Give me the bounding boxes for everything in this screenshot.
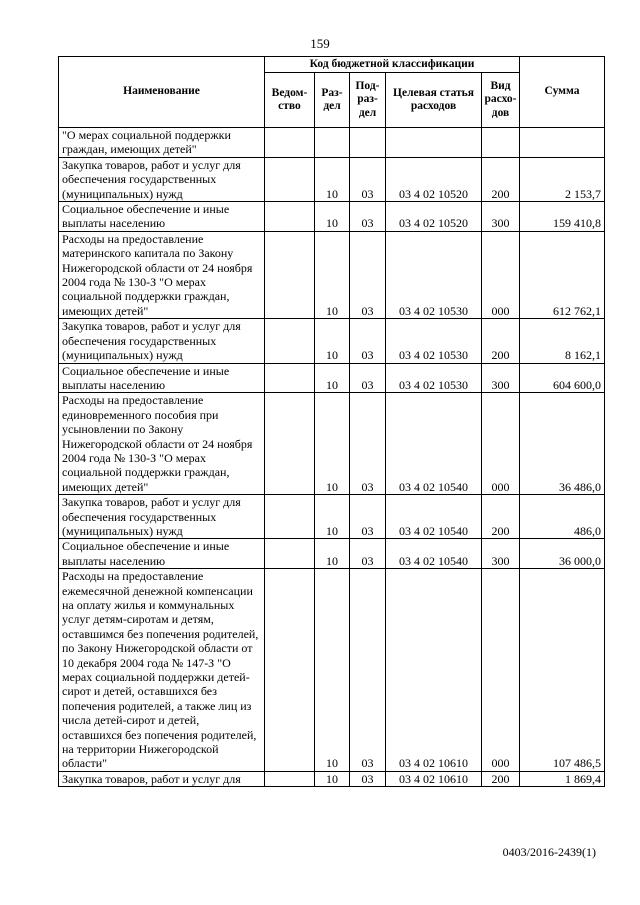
cell-vid: 200	[482, 495, 520, 539]
cell-vedom	[265, 569, 315, 772]
cell-vedom	[265, 319, 315, 363]
cell-razdel: 10	[315, 202, 350, 232]
table-row	[59, 363, 605, 393]
table-row	[59, 771, 605, 786]
cell-sum: 604 600,0	[520, 363, 605, 393]
cell-podrazdel: 03	[350, 157, 386, 201]
cell-vid: 000	[482, 393, 520, 495]
col-vid-header: Вид расхо-дов	[482, 73, 520, 128]
cell-vid	[482, 128, 520, 158]
cell-podrazdel: 03	[350, 231, 386, 318]
table-row	[59, 319, 605, 363]
cell-razdel: 10	[315, 495, 350, 539]
cell-vid: 200	[482, 157, 520, 201]
budget-table	[58, 56, 605, 787]
cell-vid: 000	[482, 569, 520, 772]
cell-vid: 300	[482, 539, 520, 569]
cell-name: Социальное обеспечение и иные выплаты населению	[59, 202, 265, 232]
col-sum-header: Сумма	[520, 57, 605, 128]
cell-target: 03 4 02 10540	[386, 495, 482, 539]
col-razdel-header: Раз-дел	[315, 73, 350, 128]
cell-vid: 200	[482, 319, 520, 363]
col-podrazdel-header: Под-раз-дел	[350, 73, 386, 128]
cell-name: Расходы на предоставление материнского капитала по Закону Нижегородской области от 24 ноября 2004 года № 130-З "О мерах социальной поддержки граждан, имеющих детей"	[59, 231, 265, 318]
cell-sum: 36 486,0	[520, 393, 605, 495]
cell-sum: 36 000,0	[520, 539, 605, 569]
cell-target: 03 4 02 10610	[386, 569, 482, 772]
document-code: 0403/2016-2439(1)	[502, 845, 596, 859]
cell-vedom	[265, 771, 315, 786]
cell-sum: 612 762,1	[520, 231, 605, 318]
cell-sum: 8 162,1	[520, 319, 605, 363]
cell-target: 03 4 02 10530	[386, 231, 482, 318]
table-row	[59, 231, 605, 318]
cell-sum: 159 410,8	[520, 202, 605, 232]
cell-sum: 107 486,5	[520, 569, 605, 772]
cell-razdel	[315, 128, 350, 158]
classification-group-header: Код бюджетной классификации	[265, 57, 520, 73]
cell-podrazdel: 03	[350, 539, 386, 569]
table-row	[59, 539, 605, 569]
cell-podrazdel: 03	[350, 202, 386, 232]
cell-vid: 200	[482, 771, 520, 786]
cell-name: Социальное обеспечение и иные выплаты населению	[59, 539, 265, 569]
cell-podrazdel: 03	[350, 393, 386, 495]
cell-razdel: 10	[315, 157, 350, 201]
cell-sum: 2 153,7	[520, 157, 605, 201]
cell-target: 03 4 02 10540	[386, 393, 482, 495]
cell-sum	[520, 128, 605, 158]
cell-razdel: 10	[315, 569, 350, 772]
table-row	[59, 393, 605, 495]
cell-vedom	[265, 539, 315, 569]
cell-name: Социальное обеспечение и иные выплаты населению	[59, 363, 265, 393]
table-row	[59, 128, 605, 158]
col-target-header: Целевая статья расходов	[386, 73, 482, 128]
cell-sum: 486,0	[520, 495, 605, 539]
cell-podrazdel: 03	[350, 319, 386, 363]
cell-name: Закупка товаров, работ и услуг для обеспечения государственных (муниципальных) нужд	[59, 157, 265, 201]
cell-name: Закупка товаров, работ и услуг для	[59, 771, 265, 786]
cell-vedom	[265, 393, 315, 495]
cell-target: 03 4 02 10520	[386, 202, 482, 232]
cell-target: 03 4 02 10520	[386, 157, 482, 201]
table-row	[59, 495, 605, 539]
cell-vid: 300	[482, 202, 520, 232]
cell-target: 03 4 02 10610	[386, 771, 482, 786]
col-vedom-header: Ведом-ство	[265, 73, 315, 128]
cell-vedom	[265, 231, 315, 318]
table-header	[59, 57, 605, 128]
cell-razdel: 10	[315, 539, 350, 569]
page-number: 159	[310, 36, 330, 51]
cell-vedom	[265, 202, 315, 232]
cell-razdel: 10	[315, 363, 350, 393]
cell-podrazdel: 03	[350, 363, 386, 393]
cell-vedom	[265, 157, 315, 201]
cell-name: "О мерах социальной поддержки граждан, имеющих детей"	[59, 128, 265, 158]
table-row	[59, 157, 605, 201]
cell-vid: 300	[482, 363, 520, 393]
cell-podrazdel	[350, 128, 386, 158]
cell-target: 03 4 02 10530	[386, 363, 482, 393]
table-row	[59, 569, 605, 772]
cell-podrazdel: 03	[350, 569, 386, 772]
cell-sum: 1 869,4	[520, 771, 605, 786]
cell-target	[386, 128, 482, 158]
table-body	[59, 128, 605, 787]
cell-razdel: 10	[315, 231, 350, 318]
cell-target: 03 4 02 10540	[386, 539, 482, 569]
cell-name: Расходы на предоставление ежемесячной денежной компенсации на оплату жилья и коммунальных услуг детям-сиротам и детям, оставшимся без попечения родителей, по Закону Нижегородской области от 10 декабря 2004 года № 147-З "О мерах социальной поддержки детей-сирот и детей, оставшихся без попечения родителей, а также лиц из числа детей-сирот и детей, оставшихся без попечения родителей, на территории Нижегородской области"	[59, 569, 265, 772]
cell-name: Закупка товаров, работ и услуг для обеспечения государственных (муниципальных) нужд	[59, 495, 265, 539]
cell-vedom	[265, 495, 315, 539]
cell-name: Расходы на предоставление единовременного пособия при усыновлении по Закону Нижегородской области от 24 ноября 2004 года № 130-З "О мерах социальной поддержки граждан, имеющих детей"	[59, 393, 265, 495]
cell-vid: 000	[482, 231, 520, 318]
cell-name: Закупка товаров, работ и услуг для обеспечения государственных (муниципальных) нужд	[59, 319, 265, 363]
cell-target: 03 4 02 10530	[386, 319, 482, 363]
cell-razdel: 10	[315, 771, 350, 786]
col-name-header: Наименование	[59, 57, 265, 128]
cell-razdel: 10	[315, 319, 350, 363]
table-row	[59, 202, 605, 232]
cell-vedom	[265, 128, 315, 158]
cell-razdel: 10	[315, 393, 350, 495]
cell-podrazdel: 03	[350, 771, 386, 786]
cell-vedom	[265, 363, 315, 393]
cell-podrazdel: 03	[350, 495, 386, 539]
